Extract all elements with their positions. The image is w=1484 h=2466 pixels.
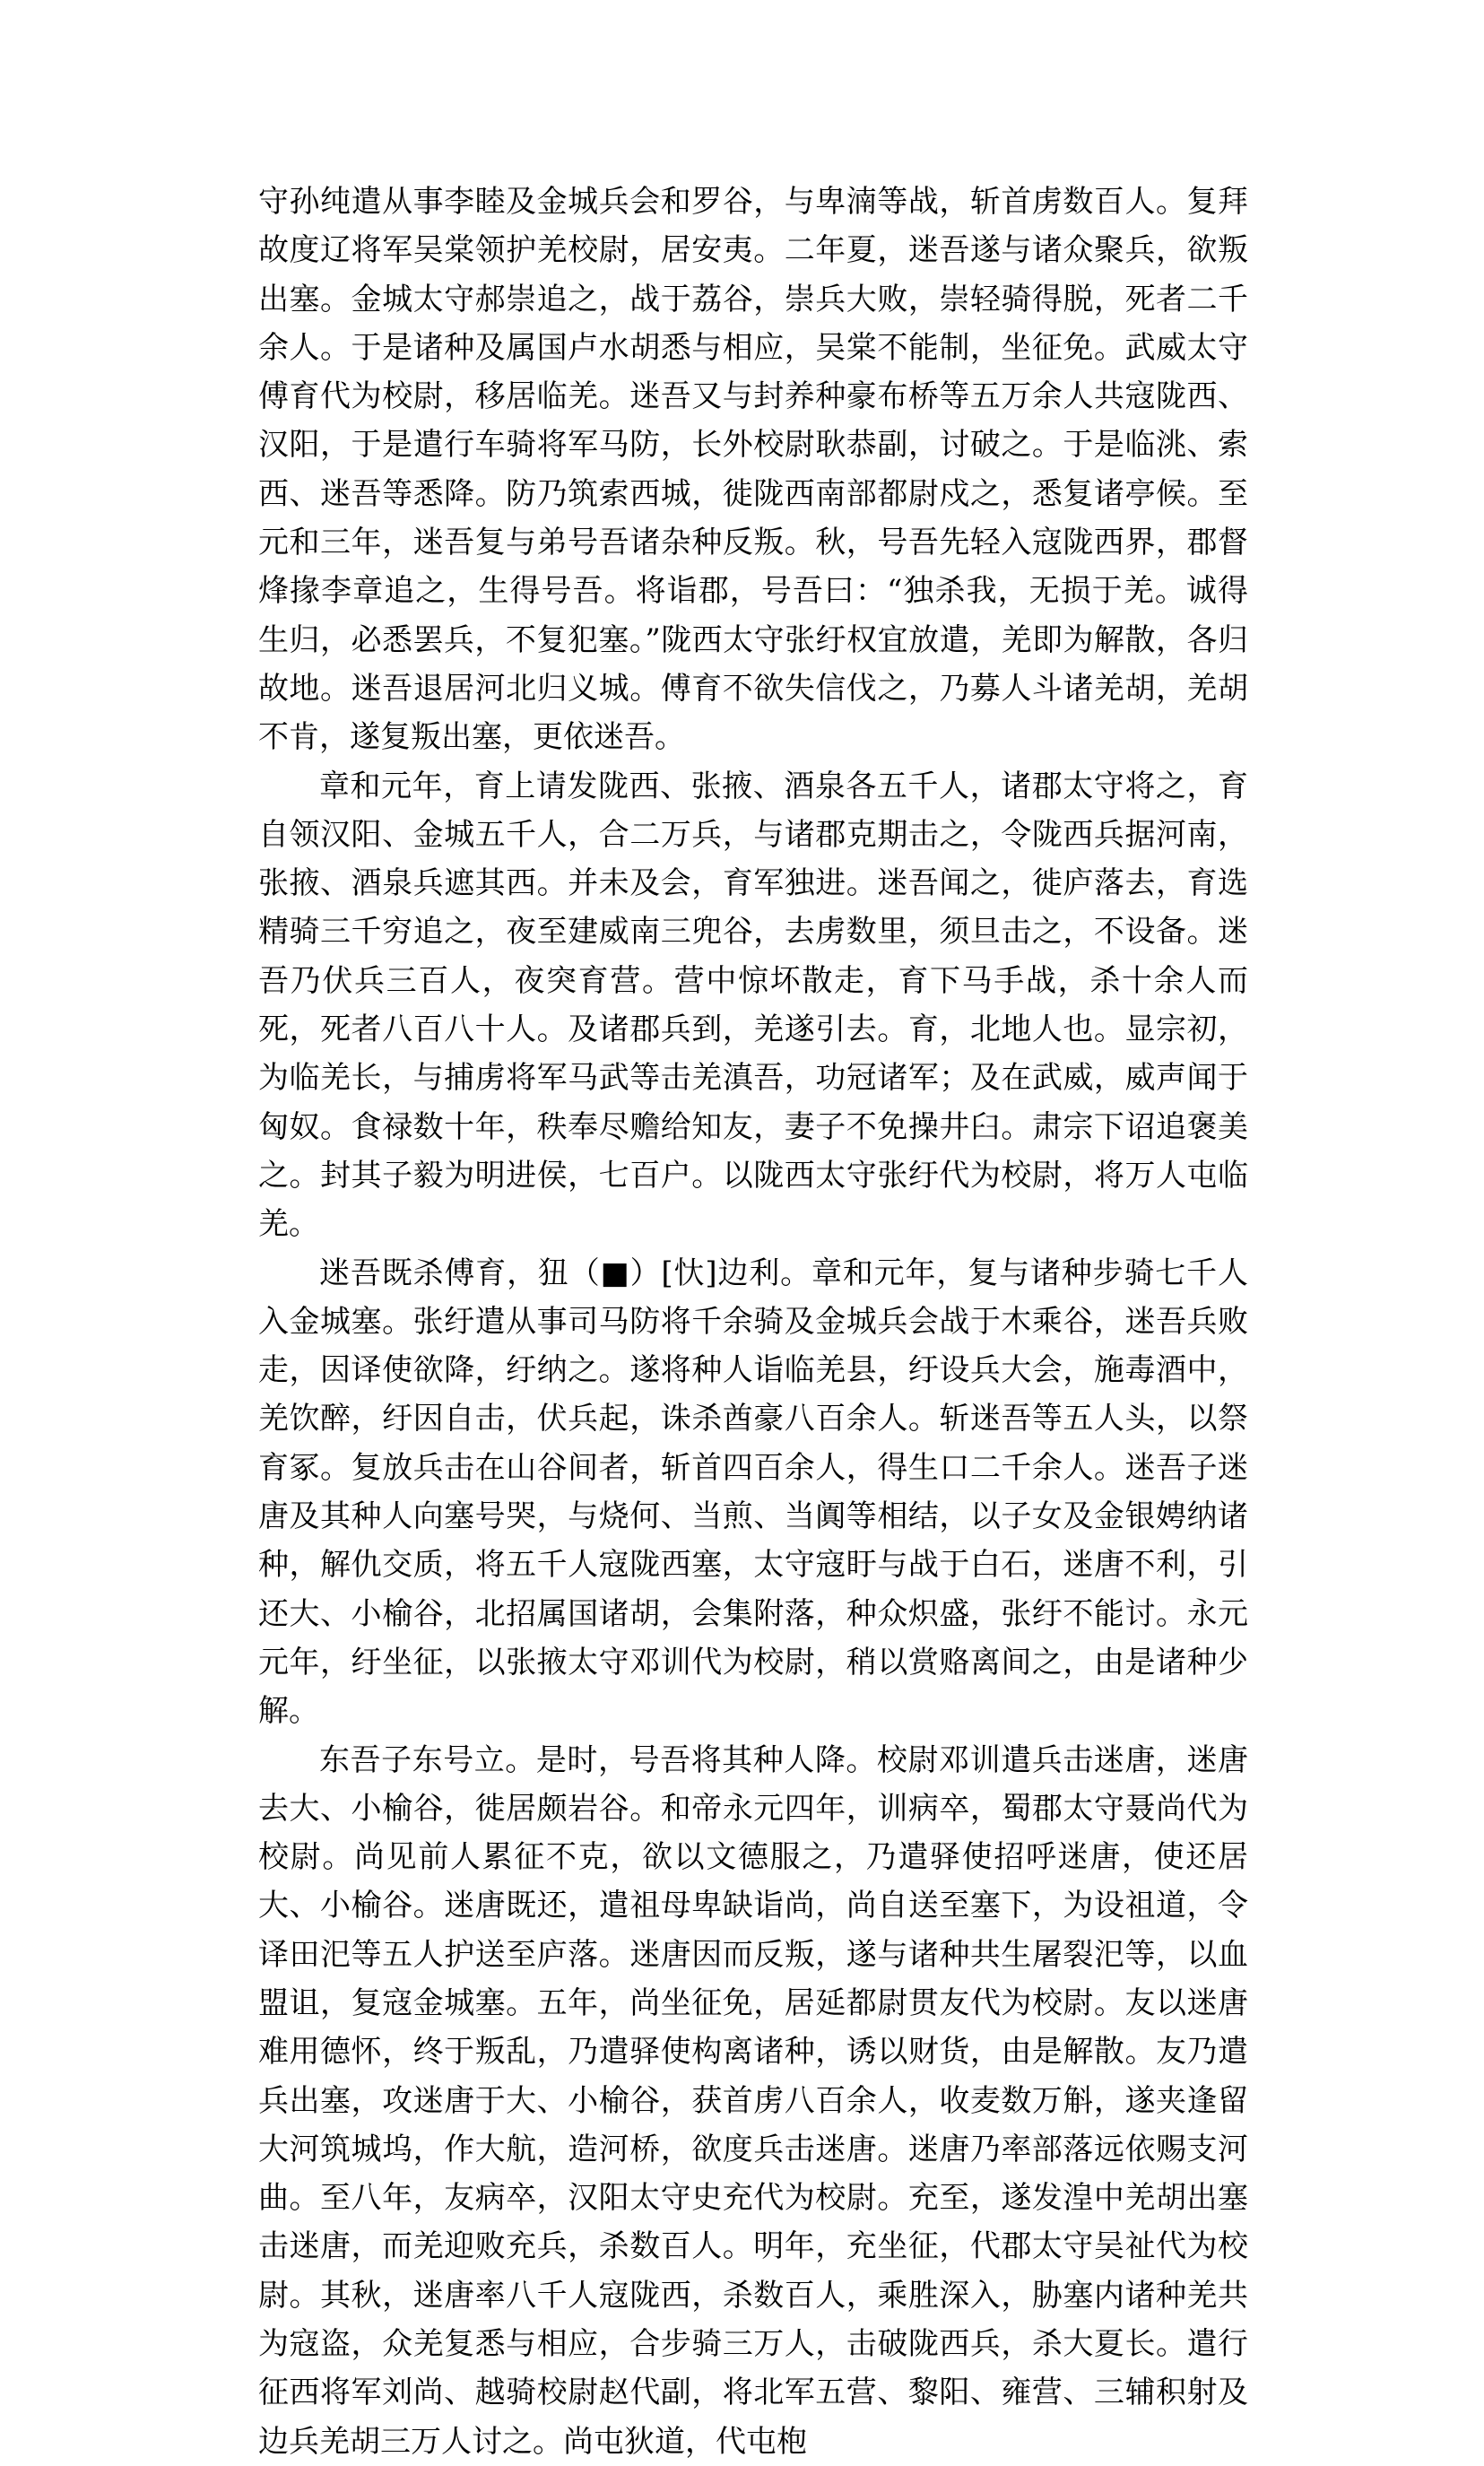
paragraph-4: 东吾子东号立。是时，号吾将其种人降。校尉邓训遣兵击迷唐，迷唐去大、小榆谷，徙居颇岩谷。和帝永元四年，训病卒，蜀郡太守聂尚代为校尉。尚见前人累征不克，欲以文德服之，乃遣驿使招呼迷唐，使还居大、小榆谷。迷唐既还，遣祖母卑缺诣尚，尚自送至塞下，为设祖道，令译田汜等五人护送至庐落。迷唐因而反叛，遂与诸种共生屠裂汜等，以血盟诅，复寇金城塞。五年，尚坐征免，居延都尉贯友代为校尉。友以迷唐难用德怀，终于叛乱，乃遣驿使构离诸种，诱以财货，由是解散。友乃遣兵出塞，攻迷唐于大、小榆谷，获首虏八百余人，收麦数万斛，遂夹逢留大河筑城坞，作大航，造河桥，欲度兵击迷唐。迷唐乃率部落远依赐支河曲。至八年，友病卒，汉阳太守史充代为校尉。充至，遂发湟中羌胡出塞击迷唐，而羌迎败充兵，杀数百人。明年，充坐征，代郡太守吴祉代为校尉。其秋，迷唐率八千人寇陇西，杀数百人，乘胜深入，胁塞内诸种羌共为寇盗，众羌复悉与相应，合步骑三万人，击破陇西兵，杀大夏长。遣行征西将军刘尚、越骑校尉赵代副，将北军五营、黎阳、雍营、三辅积射及边兵羌胡三万人讨之。尚屯狄道，代屯枹 xyxy=(258,1741,1248,2460)
paragraph-1-continued: 守孙纯遣从事李睦及金城兵会和罗谷，与卑湳等战，斩首虏数百人。复拜故度辽将军吴棠领护羌校尉，居安夷。二年夏，迷吾遂与诸众聚兵，欲叛出塞。金城太守郝崇追之，战于荔谷，崇兵大败，崇轻骑得脱，死者二千余人。于是诸种及属国卢水胡悉与相应，吴棠不能制，坐征免。武威太守傅育代为校尉，移居临羌。迷吾又与封养种豪布桥等五万余人共寇陇西、汉阳，于是遣行车骑将军马防，长外校尉耿恭副，讨破之。于是临洮、索西、迷吾等悉降。防乃筑索西城，徙陇西南部都尉戍之，悉复诸亭候。至元和三年，迷吾复与弟号吾诸杂种反叛。秋，号吾先轻入寇陇西界，郡督烽掾李章追之，生得号吾。将诣郡，号吾曰：“独杀我，无损于羌。诚得生归，必悉罢兵，不复犯塞。”陇西太守张纡权宜放遣，羌即为解散，各归故地。迷吾退居河北归义城。傅育不欲失信伐之，乃募人斗诸羌胡，羌胡不肯，遂复叛出塞，更依迷吾。 xyxy=(258,184,1248,756)
document-body xyxy=(258,178,1248,2466)
paragraph-3: 迷吾既杀傅育，狃（■）[忕]边利。章和元年，复与诸种步骑七千人入金城塞。张纡遣从事司马防将千余骑及金城兵会战于木乘谷，迷吾兵败走，因译使欲降，纡纳之。遂将种人诣临羌县，纡设兵大会，施毒酒中，羌饮醉，纡因自击，伏兵起，诛杀酋豪八百余人。斩迷吾等五人头，以祭育冢。复放兵击在山谷间者，斩首四百余人，得生口二千余人。迷吾子迷唐及其种人向塞号哭，与烧何、当煎、当阗等相结，以子女及金银娉纳诸种，解仇交质，将五千人寇陇西塞，太守寇盱与战于白石，迷唐不利，引还大、小榆谷，北招属国诸胡，会集附落，种众炽盛，张纡不能讨。永元元年，纡坐征，以张掖太守邓训代为校尉，稍以赏赂离间之，由是诸种少解。 xyxy=(258,1255,1248,1730)
paragraph-2: 章和元年，育上请发陇西、张掖、酒泉各五千人，诸郡太守将之，育自领汉阳、金城五千人，合二万兵，与诸郡克期击之，令陇西兵据河南，张掖、酒泉兵遮其西。并未及会，育军独进。迷吾闻之，徙庐落去，育选精骑三千穷追之，夜至建威南三兜谷，去虏数里，须旦击之，不设备。迷吾乃伏兵三百人，夜突育营。营中惊坏散走，育下马手战，杀十余人而死，死者八百八十人。及诸郡兵到，羌遂引去。育，北地人也。显宗初，为临羌长，与捕虏将军马武等击羌滇吾，功冠诸军；及在武威，威声闻于匈奴。食禄数十年，秩奉尽赡给知友，妻子不免操井臼。肃宗下诏追褒美之。封其子毅为明进侯，七百户。以陇西太守张纡代为校尉，将万人屯临羌。 xyxy=(258,768,1248,1243)
